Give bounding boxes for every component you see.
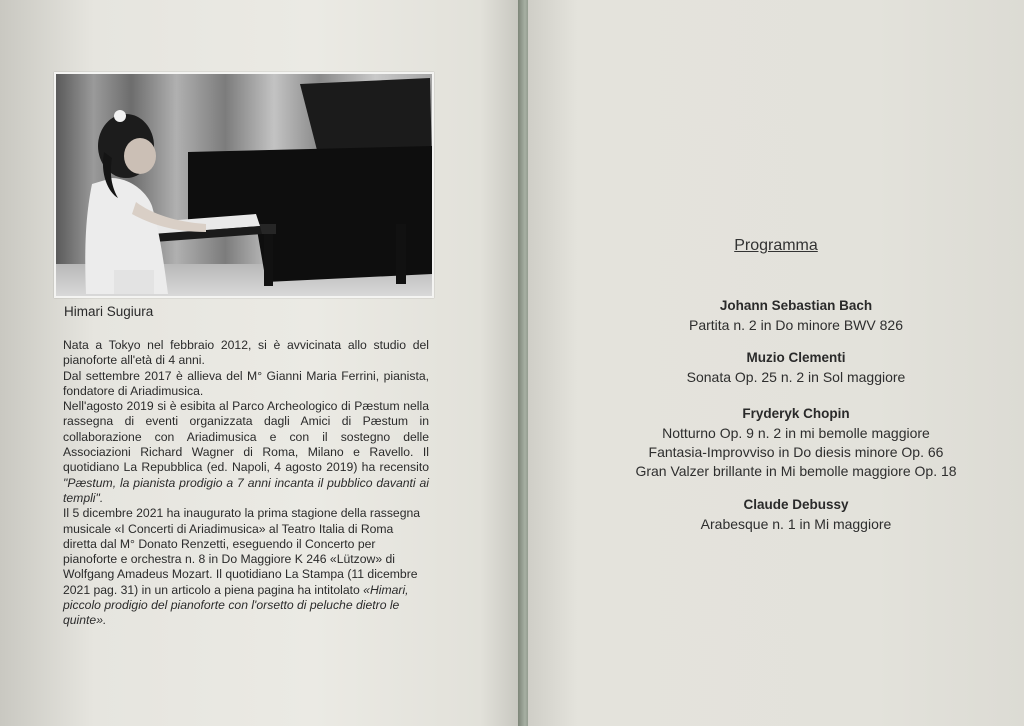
program-entry — [536, 296, 1024, 335]
program-entry — [536, 404, 1024, 481]
bio-paragraph — [63, 506, 429, 628]
bio-paragraph: Nata a Tokyo nel febbraio 2012, si è avvicinata allo studio del pianoforte all'età di 4 anni. — [63, 338, 429, 368]
bio-text: Nell'agosto 2019 si è esibita al Parco Archeologico di Pæstum nella rassegna di eventi organizzata dagli Amici di Pæstum in collaborazione con Ariadimusica e con il sostegno delle Associazioni Richard Wagner di Roma, Milano e Ravello. Il quotidiano La Repubblica (ed. Napoli, 4 agosto 2019) ha recensito — [63, 399, 429, 475]
bio-quote: «Himari, piccolo prodigio del pianoforte con l'orsetto di peluche dietro le quinte». — [63, 582, 409, 628]
photo-caption: Himari Sugiura — [64, 304, 154, 319]
composer-name: Fryderyk Chopin — [742, 406, 850, 421]
composer-name: Johann Sebastian Bach — [719, 298, 873, 313]
work-title: Fantasia-Improvviso in Do diesis minore Op. 66 — [648, 444, 944, 460]
bio-paragraph — [63, 399, 429, 506]
composer-name: Muzio Clementi — [746, 350, 846, 365]
work-title: Gran Valzer brillante in Mi bemolle maggiore Op. 18 — [635, 463, 957, 479]
pianist-photo-icon — [56, 74, 432, 296]
right-page — [528, 0, 1024, 726]
program-entry — [536, 348, 1024, 387]
composer-name: Claude Debussy — [743, 497, 849, 512]
pianist-photo — [54, 72, 434, 298]
bio-paragraph: Dal settembre 2017 è allieva del M° Gianni Maria Ferrini, pianista, fondatore di Ariadimusica. — [63, 368, 429, 398]
program-entry — [536, 495, 1024, 534]
biography-text — [63, 338, 429, 629]
bio-text: Il 5 dicembre 2021 ha inaugurato la prima stagione della rassegna musicale «I Concerti di Ariadimusica» al Teatro Italia di Roma diretta dal M° Donato Renzetti, eseguendo il Concerto per pianoforte e orchestra n. 8 in Do Maggiore K 246 «Lützow» di Wolfgang Amadeus Mozart. Il quotidiano La Stampa (11 dicembre 2021 pag. 31) in un articolo a piena pagina ha intitolato — [63, 506, 421, 597]
program-title: Programma — [734, 237, 818, 254]
work-title: Arabesque n. 1 in Mi maggiore — [700, 516, 892, 532]
bio-quote: "Pæstum, la pianista prodigio a 7 anni incanta il pubblico davanti ai templi". — [63, 475, 429, 505]
work-title: Notturno Op. 9 n. 2 in mi bemolle maggiore — [662, 425, 930, 441]
work-title: Sonata Op. 25 n. 2 in Sol maggiore — [686, 369, 906, 385]
work-title: Partita n. 2 in Do minore BWV 826 — [689, 317, 903, 333]
